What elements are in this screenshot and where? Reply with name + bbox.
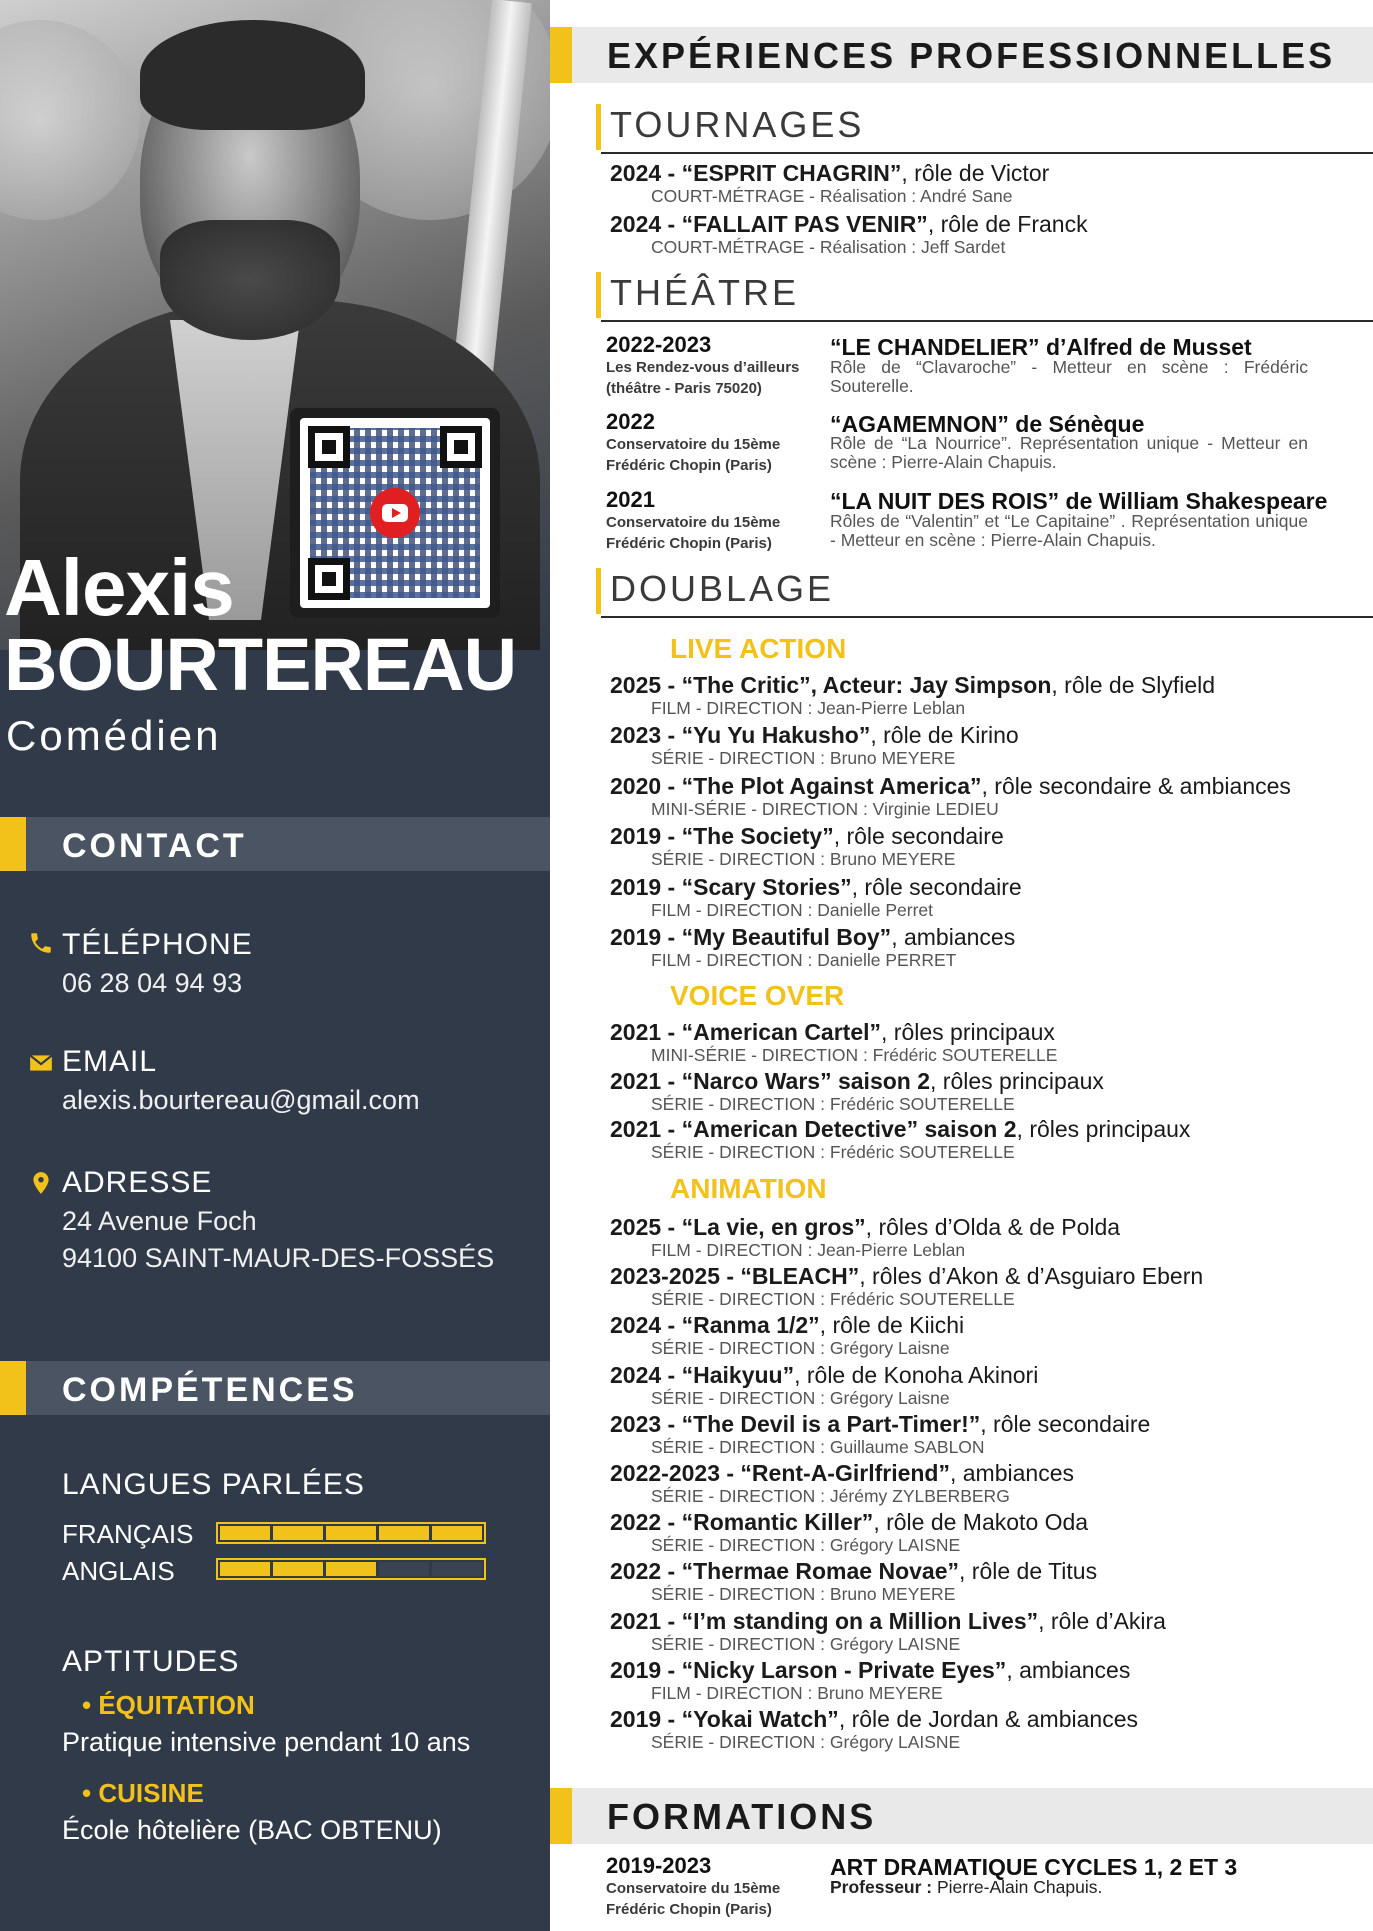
theatre-desc: Rôle de “Clavaroche” - Metteur en scène : Frédéric Souterelle. (830, 357, 1308, 396)
credit-entry (610, 160, 1370, 206)
credit-title (610, 773, 1370, 799)
level-segment (273, 1562, 323, 1576)
phone-label: TÉLÉPHONE (62, 928, 253, 961)
level-segment (220, 1526, 270, 1540)
main-content (550, 0, 1373, 1931)
live-action-title: LIVE ACTION (670, 633, 847, 664)
address-line-2: 94100 SAINT-MAUR-DES-FOSSÉS (62, 1243, 495, 1273)
credit-role: , rôle de Kiichi (819, 1312, 965, 1339)
theatre-desc: Rôle de “La Nourrice”. Représentation unique - Metteur en scène : Pierre-Alain Chapuis. (830, 433, 1308, 472)
contact-title: CONTACT (62, 827, 247, 865)
email-label: EMAIL (62, 1045, 158, 1078)
credit-role: , ambiances (1006, 1656, 1131, 1683)
credit-title (610, 1460, 1370, 1486)
credit-role: , rôle de Jordan & ambiances (838, 1706, 1138, 1732)
credit-work: 2019 - “Nicky Larson - Private Eyes” (610, 1656, 1007, 1683)
credit-entry (610, 211, 1370, 257)
credit-title (610, 823, 1370, 849)
credit-direction: SÉRIE - DIRECTION : Grégory Laisne (651, 1338, 950, 1359)
credit-direction: FILM - DIRECTION : Danielle Perret (651, 899, 933, 920)
formation-title: ART DRAMATIQUE CYCLES 1, 2 ET 3 (830, 1854, 1238, 1880)
theatre-header (596, 272, 1373, 318)
credit-work: 2024 - “FALLAIT PAS VENIR” (610, 211, 928, 237)
credit-direction: SÉRIE - DIRECTION : Frédéric SOUTERELLE (651, 1289, 1015, 1310)
credit-work: 2025 - “The Critic”, Acteur: Jay Simpson (610, 672, 1052, 698)
credit-title (610, 1312, 1370, 1338)
credit-title (610, 722, 1370, 748)
address-label: ADRESSE (62, 1166, 213, 1199)
credit-role: , rôles principaux (881, 1019, 1055, 1045)
last-name: BOURTEREAU (4, 623, 517, 706)
profession: Comédien (6, 712, 222, 759)
theatre-place: Les Rendez-vous d’ailleurs (théâtre - Paris 75020) (606, 359, 800, 397)
languages-title: LANGUES PARLÉES (62, 1468, 365, 1501)
theatre-title: THÉÂTRE (610, 272, 800, 313)
level-segment (379, 1562, 429, 1576)
credit-title (610, 1509, 1370, 1535)
credit-work: 2022 - “Romantic Killer” (610, 1509, 874, 1536)
credit-direction: FILM - DIRECTION : Jean-Pierre Leblan (651, 1240, 966, 1260)
skills-title: COMPÉTENCES (62, 1371, 358, 1409)
animation-title: ANIMATION (670, 1173, 827, 1204)
credit-entry (610, 1116, 1370, 1162)
credit-work: 2021 - “American Cartel” (610, 1019, 882, 1045)
credit-direction: FILM - DIRECTION : Jean-Pierre Leblan (651, 698, 966, 718)
credit-role: , rôle de Kirino (870, 722, 1019, 749)
credit-title (610, 1558, 1370, 1584)
credit-direction: MINI-SÉRIE - DIRECTION : Frédéric SOUTERELLE (651, 1045, 1058, 1065)
credit-entry (610, 1263, 1370, 1309)
level-segment (379, 1526, 429, 1540)
credit-entry (610, 1657, 1370, 1703)
credit-role: , rôle de Victor (901, 160, 1050, 186)
credit-role: , rôles d’Akon & d’Asguiaro Ebern (859, 1263, 1204, 1290)
credit-direction: SÉRIE - DIRECTION : Grégory LAISNE (651, 1535, 961, 1556)
tournages-title: TOURNAGES (610, 104, 865, 145)
formation-place: Conservatoire du 15ème Frédéric Chopin (Paris) (606, 1880, 781, 1918)
credit-direction: SÉRIE - DIRECTION : Guillaume SABLON (651, 1436, 985, 1457)
credit-work: 2023 - “The Devil is a Part-Timer!” (610, 1410, 981, 1437)
credit-entry (610, 1706, 1370, 1752)
language-level-bar (216, 1522, 486, 1544)
credit-work: 2024 - “Haikyuu” (610, 1361, 795, 1388)
credit-entry (610, 1460, 1370, 1506)
credit-title (610, 1706, 1370, 1732)
skills-section-header (0, 1361, 550, 1415)
credit-role: , ambiances (891, 924, 1016, 950)
credit-role: , ambiances (949, 1460, 1074, 1486)
credit-entry (610, 773, 1370, 819)
theatre-place: Conservatoire du 15ème Frédéric Chopin (Paris) (606, 436, 781, 474)
credit-entry (610, 1068, 1370, 1114)
credit-title (610, 672, 1370, 698)
theatre-date: 2021 (606, 487, 655, 512)
credit-direction: SÉRIE - DIRECTION : Grégory LAISNE (651, 1633, 961, 1654)
credit-role: , rôle de Slyfield (1051, 672, 1216, 698)
credit-direction: FILM - DIRECTION : Danielle PERRET (651, 950, 957, 970)
credit-role: , rôle de Konoha Akinori (794, 1361, 1039, 1388)
credit-entry (610, 1608, 1370, 1654)
aptitude-name: • CUISINE (82, 1778, 204, 1808)
credit-direction: SÉRIE - DIRECTION : Bruno MEYERE (651, 1584, 956, 1605)
credit-entry (610, 823, 1370, 869)
credit-role: , rôle secondaire & ambiances (981, 772, 1291, 799)
address-line-1: 24 Avenue Foch (62, 1206, 257, 1236)
credit-direction: SÉRIE - DIRECTION : Grégory Laisne (651, 1387, 950, 1408)
formation-desc: Professeur : Pierre-Alain Chapuis. (830, 1877, 1103, 1897)
credit-title (610, 1657, 1370, 1683)
credit-title (610, 1411, 1370, 1437)
language-name: ANGLAIS (62, 1556, 175, 1586)
aptitudes-title: APTITUDES (62, 1645, 240, 1678)
credit-title (610, 1214, 1370, 1240)
credit-direction: COURT-MÉTRAGE - Réalisation : Jeff Sardet (651, 237, 1006, 257)
credit-work: 2022 - “Thermae Romae Novae” (610, 1558, 959, 1585)
formations-section-header (550, 1788, 1373, 1844)
credit-work: 2021 - “Narco Wars” saison 2 (610, 1067, 931, 1094)
credit-entry (610, 1312, 1370, 1358)
credit-role: , rôle de Franck (927, 211, 1088, 237)
theatre-date: 2022 (606, 409, 655, 434)
credit-work: 2020 - “The Plot Against America” (610, 772, 982, 799)
email-icon (28, 1050, 54, 1076)
credit-direction: MINI-SÉRIE - DIRECTION : Virginie LEDIEU (651, 798, 999, 819)
credit-entry (610, 1558, 1370, 1604)
credit-entry (610, 1214, 1370, 1260)
level-segment (432, 1562, 482, 1576)
credit-work: 2025 - “La vie, en gros” (610, 1214, 866, 1240)
credit-title (610, 211, 1370, 237)
credit-role: , rôle secondaire (833, 823, 1004, 850)
level-segment (326, 1526, 376, 1540)
credit-work: 2019 - “My Beautiful Boy” (610, 924, 892, 950)
credit-direction: SÉRIE - DIRECTION : Bruno MEYERE (651, 849, 956, 870)
credit-work: 2019 - “The Society” (610, 823, 834, 850)
theatre-title-item: “LA NUIT DES ROIS” de William Shakespeare (830, 488, 1328, 514)
credit-work: 2021 - “I’m standing on a Million Lives” (610, 1607, 1039, 1634)
doublage-title: DOUBLAGE (610, 568, 835, 609)
credit-entry (610, 874, 1370, 920)
credit-direction: SÉRIE - DIRECTION : Grégory LAISNE (651, 1732, 961, 1752)
youtube-qr-code[interactable] (290, 408, 500, 618)
credit-work: 2024 - “ESPRIT CHAGRIN” (610, 160, 902, 186)
credit-role: , rôles principaux (1016, 1116, 1191, 1142)
credit-direction: COURT-MÉTRAGE - Réalisation : André Sane (651, 186, 1013, 206)
contact-section-header (0, 817, 550, 871)
credit-work: 2024 - “Ranma 1/2” (610, 1312, 820, 1339)
credit-role: , rôle d’Akira (1038, 1607, 1166, 1634)
credit-title (610, 1068, 1370, 1094)
credit-role: , rôle secondaire (980, 1410, 1151, 1437)
credit-work: 2023 - “Yu Yu Hakusho” (610, 722, 871, 749)
credit-direction: FILM - DIRECTION : Bruno MEYERE (651, 1682, 943, 1703)
credit-title (610, 1019, 1370, 1045)
credit-entry (610, 722, 1370, 768)
credit-direction: SÉRIE - DIRECTION : Frédéric SOUTERELLE (651, 1093, 1015, 1114)
youtube-icon (370, 488, 420, 538)
credit-direction: SÉRIE - DIRECTION : Frédéric SOUTERELLE (651, 1142, 1015, 1162)
credit-role: , rôles principaux (930, 1067, 1104, 1094)
theatre-title-item: “AGAMEMNON” de Sénèque (830, 411, 1145, 437)
email-value[interactable]: alexis.bourtereau@gmail.com (62, 1085, 420, 1115)
credit-title (610, 160, 1370, 186)
phone-icon (28, 930, 54, 956)
credit-work: 2019 - “Scary Stories” (610, 873, 852, 900)
aptitude-desc: École hôtelière (BAC OBTENU) (62, 1815, 442, 1845)
voice-over-title: VOICE OVER (670, 980, 845, 1011)
level-segment (273, 1526, 323, 1540)
tournages-header (596, 104, 1373, 150)
language-name: FRANÇAIS (62, 1519, 194, 1549)
doublage-header (596, 568, 1373, 614)
aptitude-name: • ÉQUITATION (82, 1690, 255, 1720)
credit-work: 2022-2023 - “Rent-A-Girlfriend” (610, 1460, 950, 1486)
credit-title (610, 1116, 1370, 1142)
credit-entry (610, 1411, 1370, 1457)
phone-value[interactable]: 06 28 04 94 93 (62, 968, 243, 998)
experiences-title: EXPÉRIENCES PROFESSIONNELLES (607, 35, 1336, 76)
aptitude-desc: Pratique intensive pendant 10 ans (62, 1727, 471, 1757)
credit-entry (610, 1362, 1370, 1408)
credit-role: , rôle de Makoto Oda (873, 1509, 1089, 1536)
credit-title (610, 924, 1370, 950)
language-level-bar (216, 1558, 486, 1580)
credit-entry (610, 1509, 1370, 1555)
location-pin-icon (28, 1170, 54, 1196)
formations-title: FORMATIONS (607, 1796, 877, 1837)
credit-role: , rôle de Titus (959, 1558, 1098, 1585)
credit-title (610, 1362, 1370, 1388)
sidebar (0, 0, 550, 1931)
credit-role: , rôle secondaire (851, 873, 1022, 900)
credit-entry (610, 924, 1370, 970)
credit-direction: SÉRIE - DIRECTION : Bruno MEYERE (651, 748, 956, 769)
credit-work: 2019 - “Yokai Watch” (610, 1706, 839, 1732)
theatre-place: Conservatoire du 15ème Frédéric Chopin (Paris) (606, 514, 781, 552)
credit-entry (610, 1019, 1370, 1065)
credit-work: 2021 - “American Detective” saison 2 (610, 1116, 1017, 1142)
credit-title (610, 1608, 1370, 1634)
theatre-title-item: “LE CHANDELIER” d’Alfred de Musset (830, 334, 1252, 360)
theatre-desc: Rôles de “Valentin” et “Le Capitaine” . Représentation unique - Metteur en scène : Pierre-Alain Chapuis. (830, 511, 1308, 550)
credit-role: , rôles d’Olda & de Polda (865, 1214, 1121, 1240)
credit-title (610, 1263, 1370, 1289)
credit-direction: SÉRIE - DIRECTION : Jérémy ZYLBERBERG (651, 1486, 1010, 1506)
credit-work: 2023-2025 - “BLEACH” (610, 1263, 860, 1290)
experiences-section-header (550, 27, 1373, 83)
theatre-date: 2022-2023 (606, 332, 712, 357)
credit-title (610, 874, 1370, 900)
formation-date: 2019-2023 (606, 1853, 712, 1878)
credit-entry (610, 672, 1370, 718)
level-segment (432, 1526, 482, 1540)
level-segment (326, 1562, 376, 1576)
first-name: Alexis (4, 543, 234, 632)
level-segment (220, 1562, 270, 1576)
